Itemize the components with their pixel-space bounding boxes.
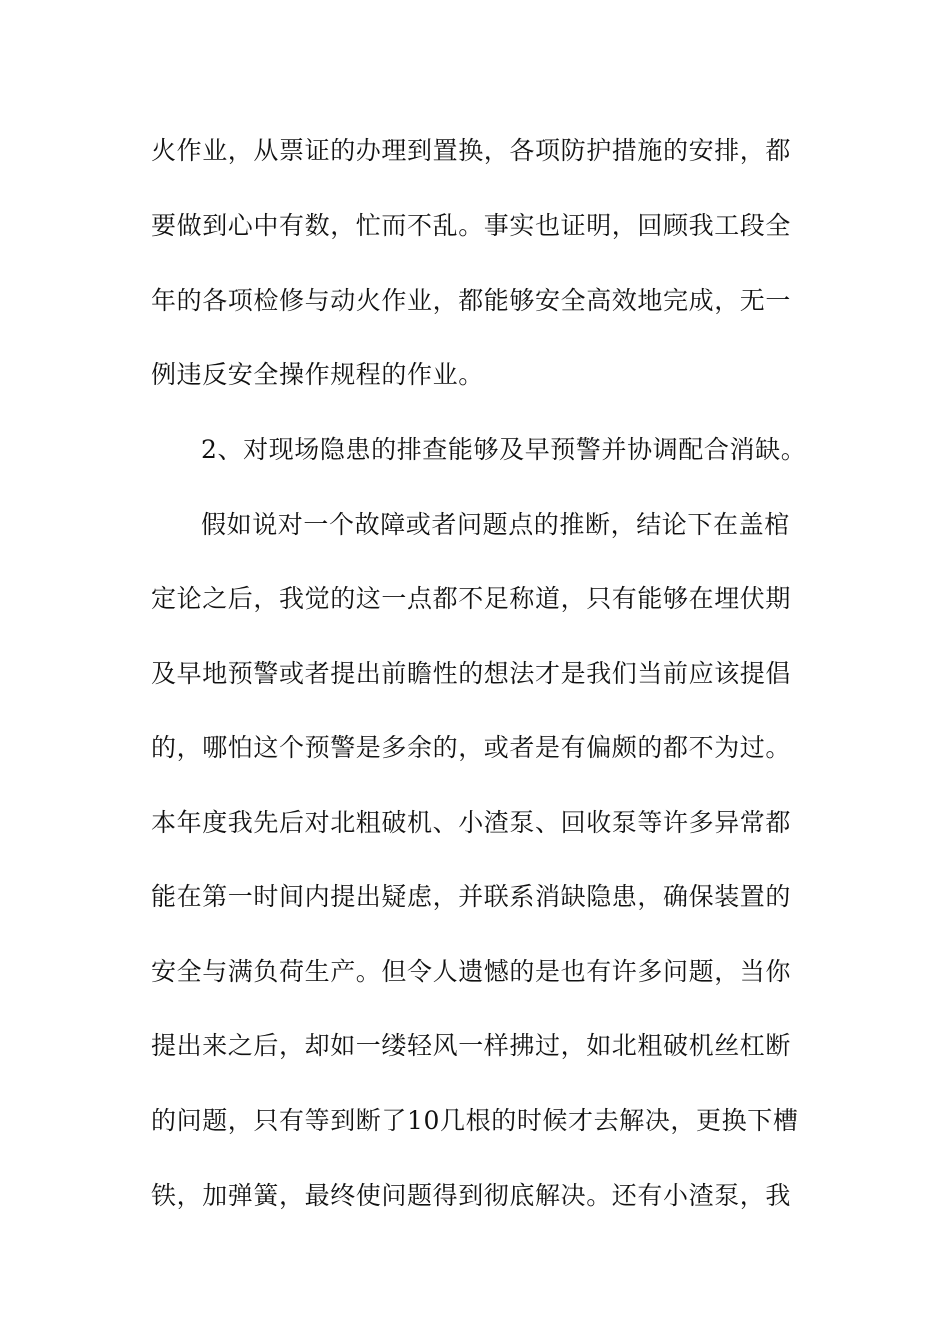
- text-line: 安全与满负荷生产。但令人遗憾的是也有许多问题，当你: [151, 957, 792, 986]
- text-line: 火作业，从票证的办理到置换，各项防护措施的安排，都: [151, 136, 792, 165]
- text-line: 及早地预警或者提出前瞻性的想法才是我们当前应该提倡: [151, 659, 792, 688]
- text-line: 本年度我先后对北粗破机、小渣泵、回收泵等许多异常都: [151, 808, 792, 837]
- text-line: 的，哪怕这个预警是多余的，或者是有偏颇的都不为过。: [151, 733, 792, 762]
- text-line: 提出来之后，却如一缕轻风一样拂过，如北粗破机丝杠断: [151, 1031, 792, 1060]
- text-line: 铁，加弹簧，最终使问题得到彻底解决。还有小渣泵，我: [151, 1181, 792, 1210]
- text-line: 假如说对一个故障或者问题点的推断，结论下在盖棺: [201, 510, 790, 539]
- text-line: 例违反安全操作规程的作业。: [151, 360, 484, 389]
- text-line: 要做到心中有数，忙而不乱。事实也证明，回顾我工段全: [151, 211, 792, 240]
- text-line: 年的各项检修与动火作业，都能够安全高效地完成，无一: [151, 286, 792, 315]
- text-line: 的问题，只有等到断了10几根的时候才去解决，更换下槽: [151, 1106, 799, 1135]
- section-heading: 2、对现场隐患的排查能够及早预警并协调配合消缺。: [201, 435, 807, 464]
- text-line: 定论之后，我觉的这一点都不足称道，只有能够在埋伏期: [151, 584, 792, 613]
- text-line: 能在第一时间内提出疑虑，并联系消缺隐患，确保装置的: [151, 882, 792, 911]
